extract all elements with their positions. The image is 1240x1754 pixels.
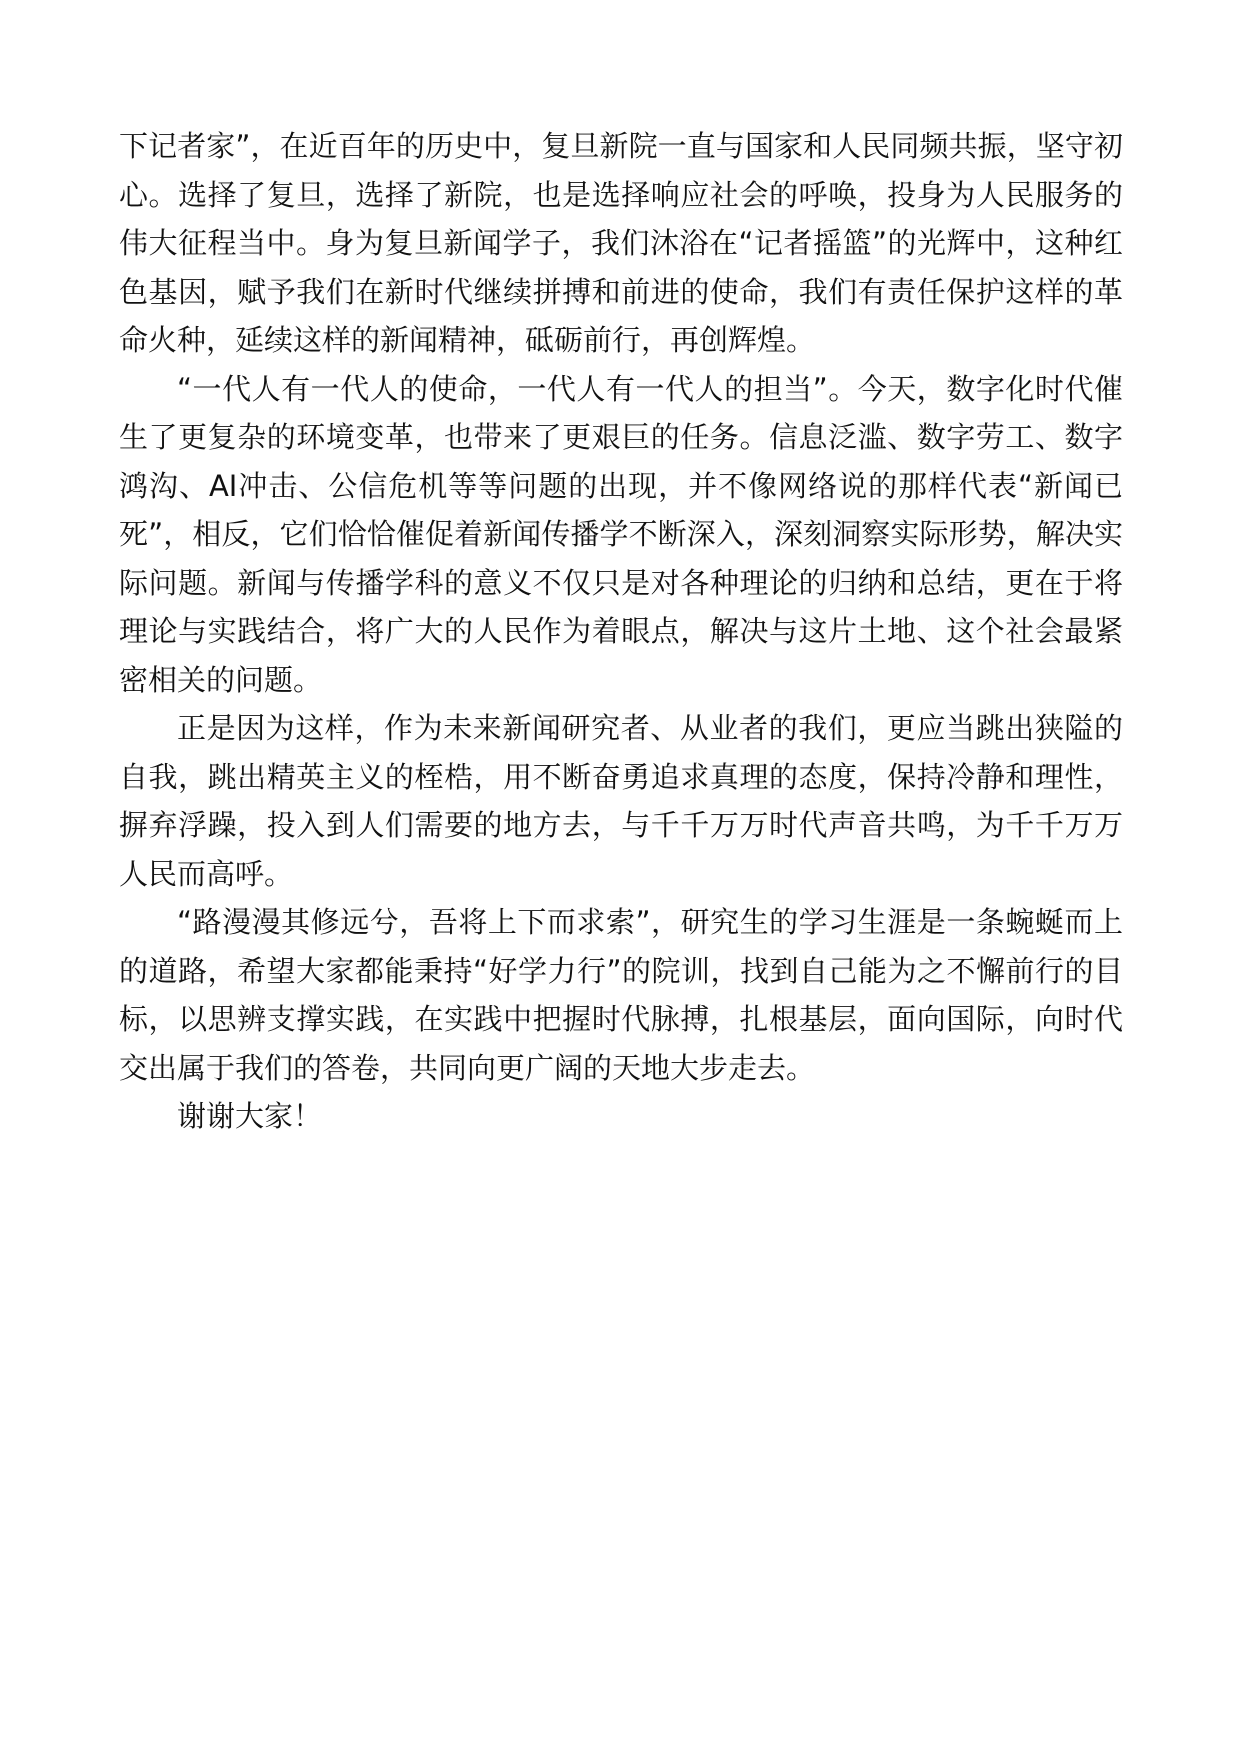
paragraph-continued: 下记者家”，在近百年的历史中，复旦新院一直与国家和人民同频共振，坚守初心。选择了复旦，选择了新院，也是选择响应社会的呼唤，投身为人民服务的伟大征程当中。身为复旦新闻学子，我们沐浴在“记者摇篮”的光辉中，这种红色基因，赋予我们在新时代继续拼搏和前进的使命，我们有责任保护这样的革命火种，延续这样的新闻精神，砥砺前行，再创辉煌。	[119, 129, 1123, 357]
paragraph-responsibility: 正是因为这样，作为未来新闻研究者、从业者的我们，更应当跳出狭隘的自我，跳出精英主义的桎梏，用不断奋勇追求真理的态度，保持冷静和理性，摒弃浮躁，投入到人们需要的地方去，与千千万万时代声音共鸣，为千千万万人民而高呼。	[119, 711, 1123, 891]
paragraph-thanks: 谢谢大家！	[177, 1099, 323, 1133]
paragraph-mission: “一代人有一代人的使命，一代人有一代人的担当”。今天，数字化时代催生了更复杂的环境变革，也带来了更艰巨的任务。信息泛滥、数字劳工、数字鸿沟、AI冲击、公信危机等等问题的出现，并不像网络说的那样代表“新闻已死”，相反，它们恰恰催促着新闻传播学不断深入，深刻洞察实际形势，解决实际问题。新闻与传播学科的意义不仅只是对各种理论的归纳和总结，更在于将理论与实践结合，将广大的人民作为着眼点，解决与这片土地、这个社会最紧密相关的问题。	[119, 371, 1123, 697]
paragraph-quote: “路漫漫其修远兮，吾将上下而求索”，研究生的学习生涯是一条蜿蜒而上的道路，希望大家都能秉持“好学力行”的院训，找到自己能为之不懈前行的目标，以思辨支撑实践，在实践中把握时代脉搏，扎根基层，面向国际，向时代交出属于我们的答卷，共同向更广阔的天地大步走去。	[119, 905, 1123, 1085]
document-body	[119, 122, 1123, 1141]
